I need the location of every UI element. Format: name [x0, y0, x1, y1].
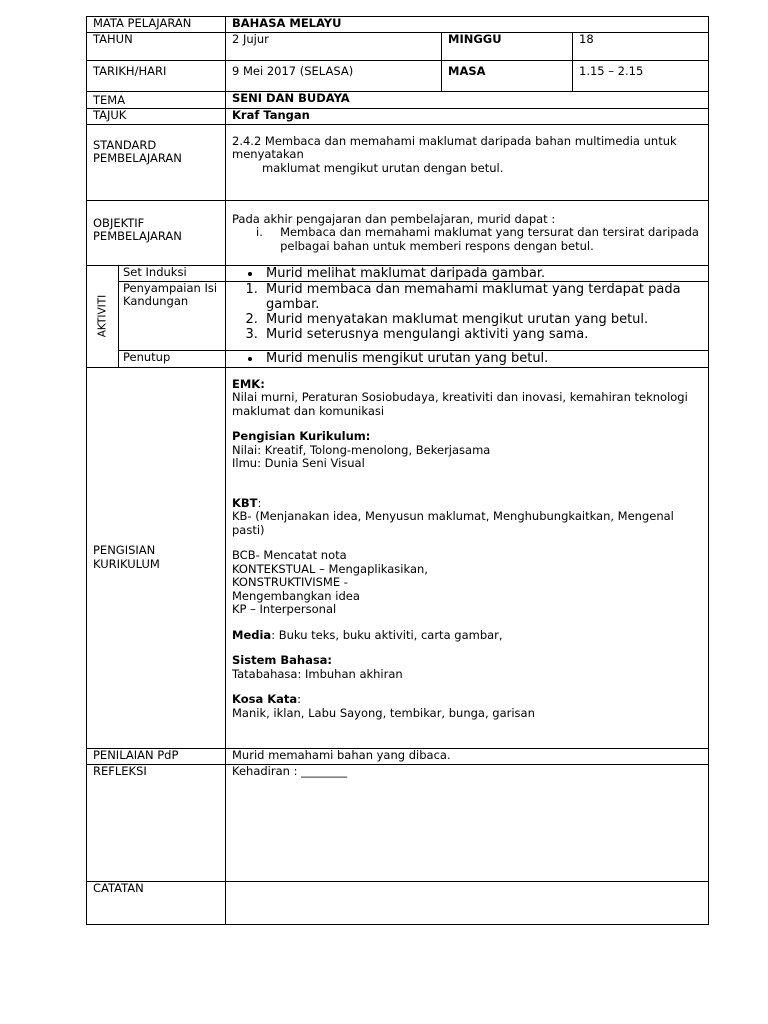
topic-label: TAJUK [87, 108, 226, 124]
objective-text: Membaca dan memahami maklumat yang tersurat dan tersirat daripada pelbagai bahan untuk memberi respons dengan betul. [280, 225, 699, 253]
kbt-title: KBT [232, 495, 258, 510]
week-value: 18 [573, 33, 709, 61]
kbt-kp: KP – Interpersonal [232, 602, 337, 616]
objective-intro: Pada akhir pengajaran dan pembelajaran, murid dapat : [232, 211, 556, 226]
refleksi-label: REFLEKSI [87, 764, 226, 881]
row-standard [87, 124, 709, 200]
row-topic [87, 108, 709, 124]
row-refleksi [87, 764, 709, 881]
emk-title: EMK: [232, 376, 265, 391]
objective-value [226, 200, 709, 265]
penutup-list [232, 351, 702, 366]
pk-title: Pengisian Kurikulum: [232, 429, 371, 443]
penilaian-label: PENILAIAN PdP [87, 748, 226, 764]
standard-label-line-2: PEMBELAJARAN [93, 151, 182, 165]
list-item: 3. Murid seterusnya mengulangi aktiviti yang sama. [262, 327, 702, 342]
year-value: 2 Jujur [226, 33, 442, 61]
standard-value [226, 124, 709, 200]
row-penilaian [87, 748, 709, 764]
kbt-section [232, 497, 702, 617]
kbt-heading [232, 497, 702, 511]
media-title: Media [232, 627, 272, 642]
kbt-konstruktivisme: KONSTRUKTIVISME - [232, 575, 348, 589]
penyampaian-list [232, 282, 702, 342]
theme-value: SENI DAN BUDAYA [226, 92, 709, 109]
sb-text: Tatabahasa: Imbuhan akhiran [232, 666, 403, 681]
penyampaian-label: Penyampaian Isi Kandungan [119, 281, 226, 350]
kk-colon: : [297, 692, 302, 706]
kk-title: Kosa Kata [232, 692, 298, 706]
objective-label-line-2: PEMBELAJARAN [93, 229, 182, 243]
date-value: 9 Mei 2017 (SELASA) [226, 61, 442, 92]
activity-side-label [87, 265, 119, 367]
topic-value: Kraf Tangan [226, 108, 709, 124]
kbt-kontekstual: KONTEKSTUAL – Mengaplikasikan, [232, 561, 428, 576]
sistem-bahasa-section [232, 654, 702, 681]
row-catatan [87, 881, 709, 924]
penutup-label: Penutup [119, 350, 226, 367]
lesson-plan-sheet [86, 16, 708, 928]
row-set-induksi [87, 265, 709, 281]
standard-label [87, 124, 226, 200]
theme-label: TEMA [87, 92, 226, 109]
week-label: MINGGU [442, 33, 573, 61]
list-item: 1. Murid membaca dan memahami maklumat yang terdapat pada gambar. [262, 282, 702, 312]
set-induksi-value [226, 265, 709, 281]
standard-label-line-1: STANDARD [93, 137, 157, 152]
kbt-colon: : [257, 495, 262, 510]
time-label: MASA [442, 61, 573, 92]
refleksi-value: Kehadiran : ________ [226, 764, 709, 881]
pengisian-label-line-1: PENGISIAN [93, 543, 156, 557]
pk-nilai: Nilai: Kreatif, Tolong-menolong, Bekerjasama [232, 442, 491, 457]
row-subject [87, 17, 709, 33]
year-label: TAHUN [87, 33, 226, 61]
row-penyampaian [87, 281, 709, 350]
pengisian-kurikulum-section [232, 430, 702, 471]
media-section [232, 629, 702, 643]
subject-label: MATA PELAJARAN [87, 17, 226, 33]
kosa-kata-section [232, 693, 702, 720]
time-value: 1.15 – 2.15 [573, 61, 709, 92]
set-induksi-label: Set Induksi [119, 265, 226, 281]
pk-ilmu: Ilmu: Dunia Seni Visual [232, 456, 365, 470]
row-date [87, 61, 709, 92]
kbt-mengembangkan: Mengembangkan idea [232, 588, 360, 603]
standard-line-1: 2.4.2 Membaca dan memahami maklumat daripada bahan multimedia untuk menyatakan [232, 133, 677, 161]
pengisian-label-line-2: KURIKULUM [93, 556, 160, 571]
row-objective [87, 200, 709, 265]
media-text: : Buku teks, buku aktiviti, carta gambar, [271, 627, 503, 642]
standard-line-2: maklumat mengikut urutan dengan betul. [262, 160, 504, 175]
sb-title: Sistem Bahasa: [232, 653, 333, 667]
date-label: TARIKH/HARI [87, 61, 226, 92]
row-penutup [87, 350, 709, 367]
kk-text: Manik, iklan, Labu Sayong, tembikar, bunga, garisan [232, 705, 535, 720]
row-pengisian [87, 367, 709, 748]
pengisian-value [226, 367, 709, 748]
pengisian-label [87, 367, 226, 748]
emk-section [232, 378, 702, 419]
kk-heading [232, 693, 702, 707]
objective-num: i. [256, 225, 263, 239]
objective-item [232, 226, 702, 253]
kbt-kb: KB- (Menjanakan idea, Menyusun maklumat, Menghubungkaitkan, Mengenal pasti) [232, 509, 674, 537]
kbt-bcb: BCB- Mencatat nota [232, 548, 347, 562]
catatan-label: CATATAN [87, 881, 226, 924]
objective-label-line-1: OBJEKTIF [93, 215, 145, 230]
list-item: • Murid melihat maklumat daripada gambar. [262, 266, 702, 281]
subject-value: BAHASA MELAYU [226, 17, 709, 33]
set-induksi-list [232, 266, 702, 281]
penilaian-value: Murid memahami bahan yang dibaca. [226, 748, 709, 764]
penyampaian-value [226, 281, 709, 350]
objective-label [87, 200, 226, 265]
row-year [87, 33, 709, 61]
list-item: 2. Murid menyatakan maklumat mengikut urutan yang betul. [262, 312, 702, 327]
emk-text: Nilai murni, Peraturan Sosiobudaya, kreativiti dan inovasi, kemahiran teknologi maklumat dan komunikasi [232, 390, 688, 418]
penutup-value [226, 350, 709, 367]
row-theme [87, 92, 709, 109]
lesson-plan-table [86, 16, 709, 925]
activity-side-text: AKTIVITI [95, 294, 108, 338]
catatan-value [226, 881, 709, 924]
list-item: • Murid menulis mengikut urutan yang betul. [262, 351, 702, 366]
